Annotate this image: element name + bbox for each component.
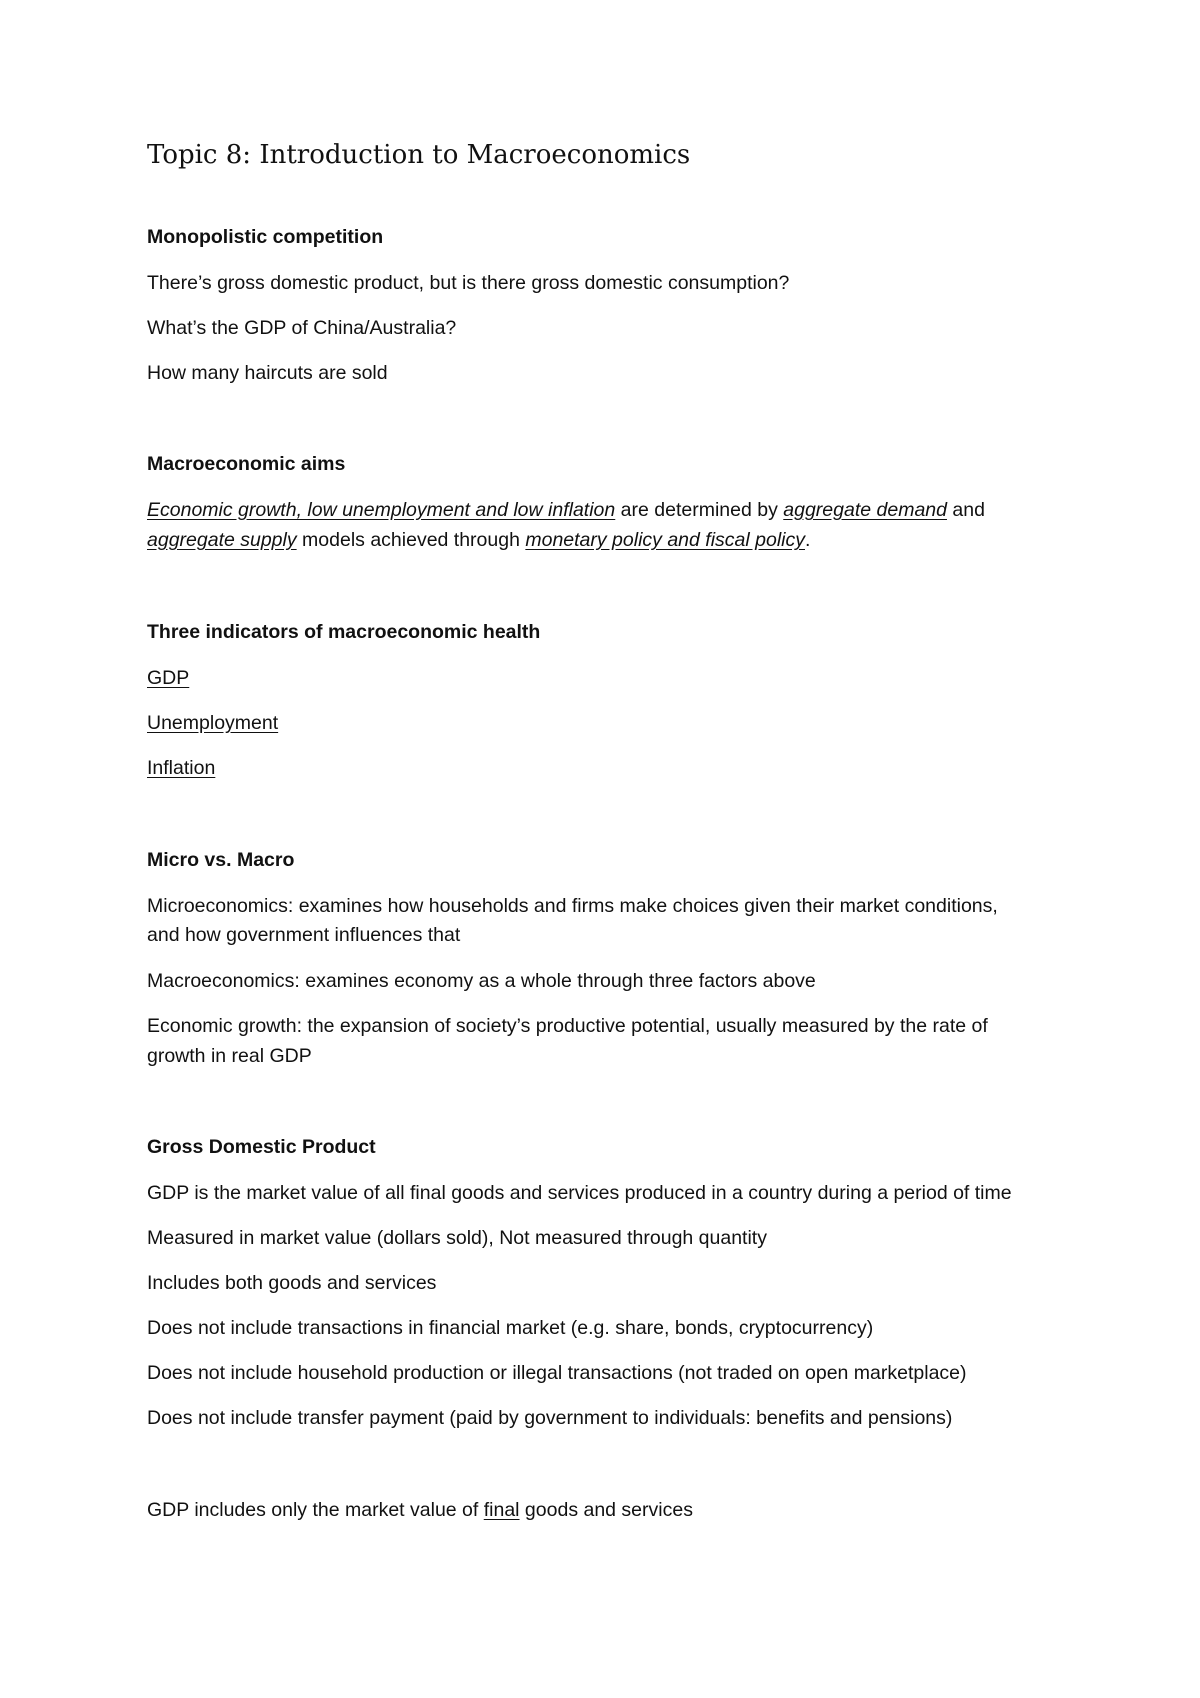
gdp-final-underlined: final [483,1499,520,1521]
paragraph-microeconomics-line-2: and how government influences that [147,924,461,946]
aims-text-4: . [805,529,811,551]
aims-aggregate-supply-underlined: aggregate supply [147,529,297,551]
paragraph-gross-domestic-consumption: There’s gross domestic product, but is there gross domestic consumption? [147,272,790,294]
aims-aggregate-demand-underlined: aggregate demand [783,499,947,521]
gdp-line-transfer-payment: Does not include transfer payment (paid by government to individuals: benefits and pensions) [147,1407,953,1429]
indicator-gdp [147,663,1067,693]
indicator-unemployment [147,708,1067,738]
aims-policy-underlined: monetary policy and fiscal policy [525,529,805,551]
paragraph-microeconomics-line-1: Microeconomics: examines how households and firms make choices given their market conditions, [147,895,998,917]
heading-micro-vs-macro: Micro vs. Macro [147,849,295,871]
heading-three-indicators: Three indicators of macroeconomic health [147,621,541,643]
aims-text-2: and [946,499,985,521]
gdp-final-text-2: goods and services [519,1499,693,1521]
gdp-line-household-production: Does not include household production or illegal transactions (not traded on open marketplace) [147,1362,967,1384]
paragraph-macroeconomics: Macroeconomics: examines economy as a whole through three factors above [147,970,816,992]
aims-goals-underlined: Economic growth, low unemployment and low inflation [147,499,616,521]
paragraph-haircuts: How many haircuts are sold [147,362,388,384]
document-title: Topic 8: Introduction to Macroeconomics [147,140,691,170]
indicator-inflation-text: Inflation [147,757,216,779]
aims-text-1: are determined by [615,499,784,521]
heading-gross-domestic-product: Gross Domestic Product [147,1136,376,1158]
gdp-line-goods-services: Includes both goods and services [147,1272,437,1294]
gdp-line-financial-market: Does not include transactions in financial market (e.g. share, bonds, cryptocurrency) [147,1317,874,1339]
paragraph-gdp-china-australia: What’s the GDP of China/Australia? [147,317,457,339]
paragraph-aims-line-2 [147,525,1067,555]
aims-text-3: models achieved through [296,529,526,551]
heading-monopolistic-competition: Monopolistic competition [147,226,384,248]
indicator-gdp-text: GDP [147,667,190,689]
indicator-inflation [147,753,1067,783]
gdp-final-goods-paragraph [147,1495,1067,1525]
indicator-unemployment-text: Unemployment [147,712,279,734]
gdp-line-definition: GDP is the market value of all final goods and services produced in a country during a period of time [147,1182,1012,1204]
paragraph-economic-growth-line-1: Economic growth: the expansion of society’s productive potential, usually measured by the rate of [147,1015,988,1037]
gdp-final-text-1: GDP includes only the market value of [147,1499,484,1521]
paragraph-aims-line-1 [147,495,1067,525]
paragraph-economic-growth-line-2: growth in real GDP [147,1045,312,1067]
gdp-line-market-value: Measured in market value (dollars sold), Not measured through quantity [147,1227,767,1249]
heading-macroeconomic-aims: Macroeconomic aims [147,453,346,475]
